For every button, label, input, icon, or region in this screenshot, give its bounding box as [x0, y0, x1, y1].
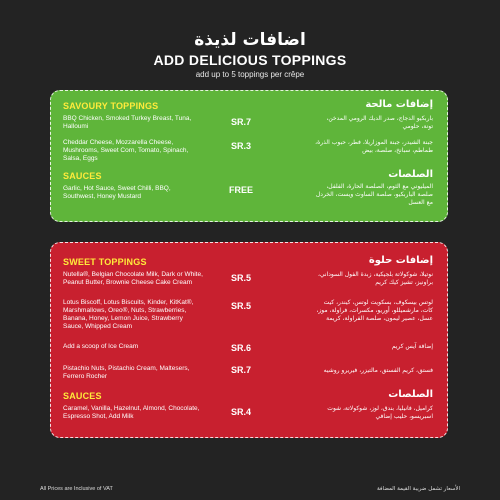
sweet-heading-arabic: إضافات حلوة — [368, 255, 433, 266]
savoury-sauces-price: FREE — [228, 185, 253, 195]
savoury-heading-arabic: إضافات مالحة — [365, 99, 433, 110]
sweet-item-4: Pistachio Nuts, Pistachio Cream, Maltesers, Ferrero Rocher — [63, 365, 190, 380]
sweet-item-1-arabic: نوتيلا، شوكولاتة بلجيكية، زبدة الفول السوداني، براونيز، تشيز كيك كريم — [317, 271, 433, 286]
savoury-card — [50, 90, 448, 222]
title-arabic: اضافات لذيذة — [194, 30, 306, 50]
sweet-sauces-item-arabic: كراميل، فانيليا، بندق، لوز، شوكولاتة، شوت اسبريسو، حليب إضافي — [327, 405, 433, 420]
sweet-item-2-price: SR.5 — [230, 301, 251, 311]
subtitle: add up to 5 toppings per crêpe — [195, 70, 305, 79]
sweet-sauces-item: Caramel, Vanilla, Hazelnut, Almond, Chocolate, Espresso Shot, Add Milk — [63, 405, 200, 420]
sweet-item-1-price: SR.5 — [230, 273, 251, 283]
sweet-sauces-heading-arabic: الصلصات — [388, 389, 433, 400]
header — [0, 30, 500, 79]
savoury-sauces-heading: SAUCES — [63, 171, 102, 181]
savoury-item-1: BBQ Chicken, Smoked Turkey Breast, Tuna, Halloumi — [63, 115, 192, 130]
footer — [40, 486, 460, 492]
sweet-item-2: Lotus Biscoff, Lotus Biscuits, Kinder, KitKat®, Marshmallows, Oreo®, Nuts, Strawberries, Banana, Honey, Lemon Juice, Strawberry Sauce, Whipped Cream — [63, 299, 194, 330]
footer-vat-note-arabic: الأسعار تشمل ضريبة القيمة المضافة — [376, 486, 460, 492]
savoury-item-2: Cheddar Cheese, Mozzarella Cheese, Mushrooms, Sweet Corn, Tomato, Spinach, Salsa, Eggs — [63, 139, 189, 162]
savoury-sauces-heading-arabic: الصلصات — [388, 169, 433, 180]
savoury-sauces-item-arabic: الميليوني مع الثوم، الصلصة الحارة، الفلفل، صلصة الباربكيو، صلصة الساوث ويست، الخردل مع العسل — [315, 183, 433, 206]
savoury-item-2-price: SR.3 — [230, 141, 251, 151]
sweet-sauces-heading: SAUCES — [63, 391, 102, 401]
sweet-sauces-price: SR.4 — [230, 407, 251, 417]
sweet-item-4-arabic: فستق، كريم الفستق، مالتيزر، فيريرو روشيه — [323, 367, 433, 374]
sweet-heading: SWEET TOPPINGS — [63, 257, 147, 267]
savoury-item-2-arabic: جبنة الشيدر، جبنة الموزاريلا، فطر، حبوب الذرة، طماطم، سبانخ، صلصة، بيض — [315, 139, 433, 154]
savoury-heading: SAVOURY TOPPINGS — [63, 101, 159, 111]
sweet-item-2-arabic: لوتس بيسكوف، بسكويت لوتس، كيندر، كيت كات، مارشميللو، أوريو، مكسرات، فراولة، موز، عسل، عصير ليمون، صلصة الفراولة، كريمة — [316, 299, 433, 322]
title-english: ADD DELICIOUS TOPPINGS — [153, 52, 347, 68]
sweet-card — [50, 242, 448, 438]
sweet-item-3: Add a scoop of Ice Cream — [63, 343, 139, 350]
sweet-item-3-price: SR.6 — [230, 343, 251, 353]
savoury-sauces-item: Garlic, Hot Sauce, Sweet Chilli, BBQ, Southwest, Honey Mustard — [63, 185, 171, 200]
sweet-item-3-arabic: إضافة آيس كريم — [391, 343, 433, 350]
footer-vat-note: All Prices are Inclusive of VAT — [40, 486, 113, 492]
savoury-item-1-price: SR.7 — [230, 117, 251, 127]
sweet-item-1: Nutella®, Belgian Chocolate Milk, Dark or White, Peanut Butter, Brownie Cheese Cake Cream — [63, 271, 203, 286]
savoury-item-1-arabic: باربكيو الدجاج، صدر الديك الرومي المدخن، تونة، حلومي — [326, 115, 433, 130]
sweet-item-4-price: SR.7 — [230, 365, 251, 375]
